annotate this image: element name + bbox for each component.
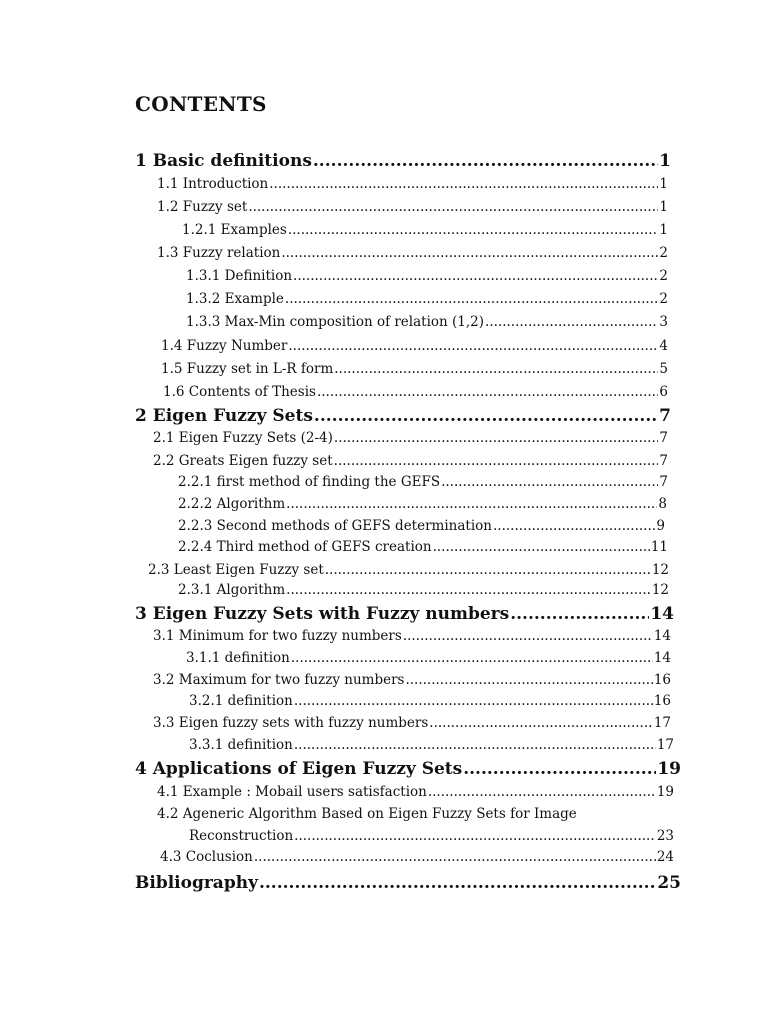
leader-dots	[493, 518, 655, 534]
leader-dots	[510, 604, 649, 624]
toc-page-number: 5	[659, 361, 668, 377]
leader-dots	[288, 338, 658, 354]
toc-subsection-1-3-1[interactable]	[186, 268, 668, 290]
toc-subsection-2-2-4[interactable]	[178, 539, 668, 561]
toc-section-4-2-line-1[interactable]: 4.2 Ageneric Algorithm Based on Eigen Fuzzy Sets for Image	[157, 806, 577, 822]
toc-page-number: 7	[659, 474, 668, 490]
leader-dots	[288, 222, 659, 238]
toc-label: 3.2 Maximum for two fuzzy numbers	[153, 672, 405, 688]
toc-page-number: 12	[651, 562, 669, 578]
toc-page-number: 17	[653, 715, 671, 731]
leader-dots	[285, 291, 658, 307]
toc-label: 2.2.3 Second methods of GEFS determination	[178, 518, 492, 534]
leader-dots	[294, 693, 653, 709]
toc-section-3-1[interactable]	[153, 628, 671, 650]
toc-label: 1.2.1 Examples	[182, 222, 287, 238]
toc-page-number: 7	[659, 453, 668, 469]
leader-dots	[313, 151, 658, 171]
toc-section-1-6[interactable]	[163, 384, 668, 406]
toc-section-4-1[interactable]	[157, 784, 674, 806]
toc-subsection-2-3-1[interactable]	[178, 582, 669, 604]
toc-chapter-3[interactable]	[135, 604, 674, 626]
toc-subsection-2-2-2[interactable]	[178, 496, 667, 518]
toc-section-1-4[interactable]	[161, 338, 668, 360]
toc-label: 1.6 Contents of Thesis	[163, 384, 316, 400]
toc-page-number: 14	[650, 604, 674, 624]
leader-dots	[254, 849, 656, 865]
toc-page-number: 2	[659, 291, 668, 307]
toc-label: 3 Eigen Fuzzy Sets with Fuzzy numbers	[135, 604, 510, 624]
toc-page-number: 17	[656, 737, 674, 753]
toc-chapter-4[interactable]	[135, 759, 681, 781]
leader-dots	[441, 474, 658, 490]
leader-dots	[334, 361, 658, 377]
toc-subsection-2-2-3[interactable]	[178, 518, 665, 540]
leader-dots	[281, 245, 658, 261]
toc-page-number: 19	[656, 784, 674, 800]
toc-page-number: 14	[653, 628, 671, 644]
toc-label: 2.1 Eigen Fuzzy Sets (2-4)	[153, 430, 333, 446]
toc-page-number: 16	[653, 672, 671, 688]
toc-page-number: 12	[651, 582, 669, 598]
toc-label: 2.2.2 Algorithm	[178, 496, 286, 512]
leader-dots	[433, 539, 650, 555]
leader-dots	[314, 406, 658, 426]
toc-label: 2.3 Least Eigen Fuzzy set	[148, 562, 324, 578]
toc-label: 3.1.1 definition	[186, 650, 290, 666]
leader-dots	[403, 628, 653, 644]
toc-page-number: 4	[659, 338, 668, 354]
leader-dots	[269, 176, 658, 192]
toc-subsection-3-1-1[interactable]	[186, 650, 671, 672]
toc-subsection-2-2-1[interactable]	[178, 474, 668, 496]
leader-dots	[294, 737, 656, 753]
toc-label: 3.3 Eigen fuzzy sets with fuzzy numbers	[153, 715, 429, 731]
toc-page-number: 2	[659, 268, 668, 284]
toc-label: 3.3.1 definition	[189, 737, 293, 753]
leader-dots	[334, 430, 658, 446]
toc-page-number: 7	[659, 430, 668, 446]
leader-dots	[286, 582, 651, 598]
toc-page-number: 19	[657, 759, 681, 779]
toc-label: 2 Eigen Fuzzy Sets	[135, 406, 313, 426]
toc-label: 4 Applications of Eigen Fuzzy Sets	[135, 759, 463, 779]
toc-label: 1.5 Fuzzy set in L-R form	[161, 361, 334, 377]
leader-dots	[286, 496, 657, 512]
toc-page-number: 8	[658, 496, 667, 512]
toc-page-number: 16	[653, 693, 671, 709]
toc-page-number: 7	[659, 406, 671, 426]
toc-section-1-3[interactable]	[157, 245, 668, 267]
toc-page-number: 14	[653, 650, 671, 666]
toc-subsection-3-2-1[interactable]	[189, 693, 671, 715]
leader-dots	[405, 672, 652, 688]
toc-page-number: 1	[659, 222, 668, 238]
toc-chapter-1[interactable]	[135, 151, 671, 173]
toc-label: 2.2.1 first method of finding the GEFS	[178, 474, 441, 490]
toc-page-number: 1	[659, 199, 668, 215]
toc-label: Reconstruction	[189, 828, 294, 844]
toc-section-2-1[interactable]	[153, 430, 668, 452]
toc-section-1-1[interactable]	[157, 176, 668, 198]
toc-label: 2.3.1 Algorithm	[178, 582, 286, 598]
toc-label: 1.4 Fuzzy Number	[161, 338, 288, 354]
leader-dots	[248, 199, 658, 215]
toc-page-number: 6	[659, 384, 668, 400]
leader-dots	[259, 873, 656, 893]
toc-page-number: 23	[656, 828, 674, 844]
toc-label: 4.3 Coclusion	[160, 849, 253, 865]
toc-subsection-3-3-1[interactable]	[189, 737, 674, 759]
toc-page-number: 11	[650, 539, 668, 555]
toc-chapter-2[interactable]	[135, 406, 671, 428]
toc-page-number: 3	[659, 314, 668, 330]
toc-section-2-2[interactable]	[153, 453, 668, 475]
leader-dots	[463, 759, 656, 779]
toc-label: 1 Basic definitions	[135, 151, 312, 171]
toc-label: 4.1 Example : Mobail users satisfaction	[157, 784, 427, 800]
leader-dots	[334, 453, 659, 469]
toc-bibliography[interactable]	[135, 873, 681, 895]
toc-page-number: 9	[656, 518, 665, 534]
toc-label: 2.2 Greats Eigen fuzzy set	[153, 453, 333, 469]
toc-subsection-1-3-3[interactable]	[186, 314, 668, 336]
toc-section-3-3[interactable]	[153, 715, 671, 737]
leader-dots	[428, 784, 656, 800]
toc-page-number: 1	[659, 151, 671, 171]
leader-dots	[293, 268, 658, 284]
toc-page-number: 1	[659, 176, 668, 192]
toc-page-number: 2	[659, 245, 668, 261]
toc-label: 1.3 Fuzzy relation	[157, 245, 281, 261]
toc-section-4-2-line-2[interactable]	[189, 828, 674, 850]
leader-dots	[429, 715, 653, 731]
leader-dots	[317, 384, 658, 400]
toc-label: 1.2 Fuzzy set	[157, 199, 248, 215]
toc-section-4-3[interactable]	[160, 849, 674, 871]
leader-dots	[291, 650, 653, 666]
toc-section-1-2[interactable]	[157, 199, 668, 221]
toc-label: 1.3.1 Definition	[186, 268, 293, 284]
toc-section-3-2[interactable]	[153, 672, 671, 694]
toc-label: 1.3.2 Example	[186, 291, 284, 307]
toc-label: Bibliography	[135, 873, 258, 893]
toc-label: 2.2.4 Third method of GEFS creation	[178, 539, 432, 555]
toc-subsection-1-2-1[interactable]	[182, 222, 668, 244]
toc-label: 3.2.1 definition	[189, 693, 293, 709]
toc-section-2-3[interactable]	[148, 562, 669, 584]
toc-page-number: 24	[656, 849, 674, 865]
leader-dots	[294, 828, 656, 844]
toc-section-1-5[interactable]	[161, 361, 668, 383]
leader-dots	[325, 562, 651, 578]
leader-dots	[485, 314, 658, 330]
page-title: CONTENTS	[135, 92, 267, 116]
toc-page-number: 25	[657, 873, 681, 893]
toc-label: 3.1 Minimum for two fuzzy numbers	[153, 628, 402, 644]
toc-subsection-1-3-2[interactable]	[186, 291, 668, 313]
toc-label: 1.1 Introduction	[157, 176, 269, 192]
toc-label: 1.3.3 Max-Min composition of relation (1,2)	[186, 314, 485, 330]
